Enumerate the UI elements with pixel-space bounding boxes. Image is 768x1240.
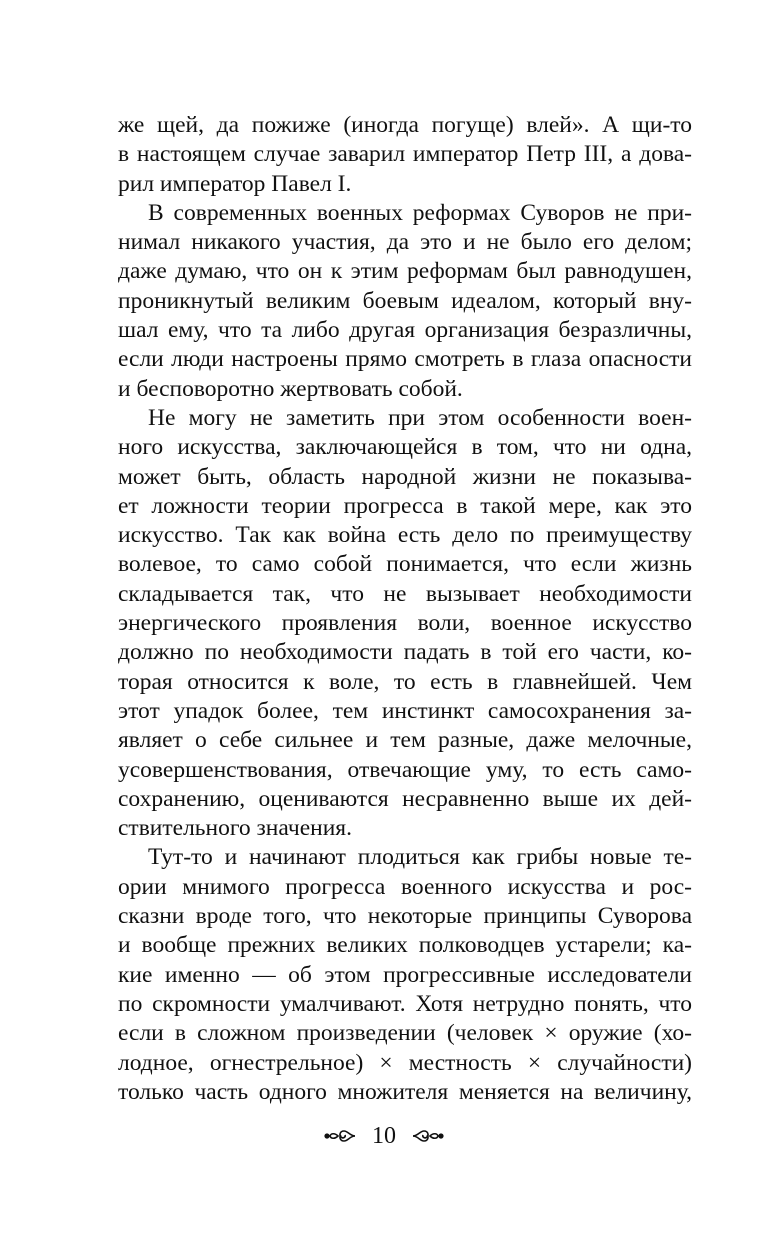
text-line: и бесповоротно жертвовать собой. [118, 375, 463, 402]
text-line: нимал никакого участия, да это и не было его делом; [118, 229, 692, 256]
fleuron-right-icon [410, 1127, 444, 1145]
text-line: Тут-то и начинают плодиться как грибы новые те- [148, 844, 692, 871]
text-line: проникнутый великим боевым идеалом, который вну- [118, 287, 692, 314]
text-line: складывается так, что не вызывает необходимости [118, 580, 692, 607]
fleuron-left-icon [324, 1127, 358, 1145]
text-line: ет ложности теории прогресса в такой мере, как это [118, 492, 692, 519]
paragraph-4 [118, 843, 692, 1107]
text-line: ствительного значения. [118, 815, 352, 842]
page-footer [0, 1120, 768, 1151]
text-line: и вообще прежних великих полководцев устарели; ка- [118, 932, 692, 959]
text-line: должно по необходимости падать в той его части, ко- [118, 639, 692, 666]
text-line: искусство. Так как война есть дело по преимуществу [118, 522, 692, 549]
text-line: если люди настроены прямо смотреть в глаза опасности [118, 346, 692, 373]
paragraph-2 [118, 199, 692, 404]
text-line: может быть, область народной жизни не показыва- [118, 463, 692, 490]
text-line: Не могу не заметить при этом особенности воен- [148, 404, 692, 431]
text-line: сохранению, оцениваются несравненно выше их дей- [118, 785, 692, 812]
paragraph-1 [118, 111, 692, 199]
text-line: по скромности умалчивают. Хотя нетрудно понять, что [118, 990, 692, 1017]
paragraph-3 [118, 404, 692, 843]
page-number: 10 [372, 1123, 396, 1150]
text-line: лодное, огнестрельное) × местность × случайности) [118, 1049, 692, 1076]
text-line: сказни вроде того, что некоторые принципы Суворова [118, 903, 692, 930]
text-line: этот упадок более, тем инстинкт самосохранения за- [118, 697, 692, 724]
text-line: В современных военных реформах Суворов не при- [148, 199, 692, 226]
text-line: ного искусства, заключающейся в том, что ни одна, [118, 434, 692, 461]
text-line: если в сложном произведении (человек × оружие (хо- [118, 1020, 692, 1047]
text-line: рил император Павел I. [118, 170, 352, 197]
book-page-text [118, 111, 692, 1107]
text-line: ории мнимого прогресса военного искусства и рос- [118, 873, 692, 900]
text-line: же щей, да пожиже (иногда погуще) влей». А щи-то [118, 112, 692, 138]
text-line: энергического проявления воли, военное искусство [118, 610, 692, 637]
text-line: волевое, то само собой понимается, что если жизнь [118, 551, 692, 578]
text-line: торая относится к воле, то есть в главнейшей. Чем [118, 668, 692, 695]
text-line: шал ему, что та либо другая организация безразличны, [118, 317, 692, 344]
text-line: усовершенствования, отвечающие уму, то есть само- [118, 756, 692, 783]
text-line: кие именно — об этом прогрессивные исследователи [118, 961, 692, 988]
text-line: являет о себе сильнее и тем разные, даже мелочные, [118, 727, 692, 754]
text-line: в настоящем случае заварил император Петр III, а дова- [118, 141, 692, 168]
text-line: только часть одного множителя меняется на величину, [118, 1078, 692, 1105]
text-line: даже думаю, что он к этим реформам был равнодушен, [118, 258, 692, 285]
